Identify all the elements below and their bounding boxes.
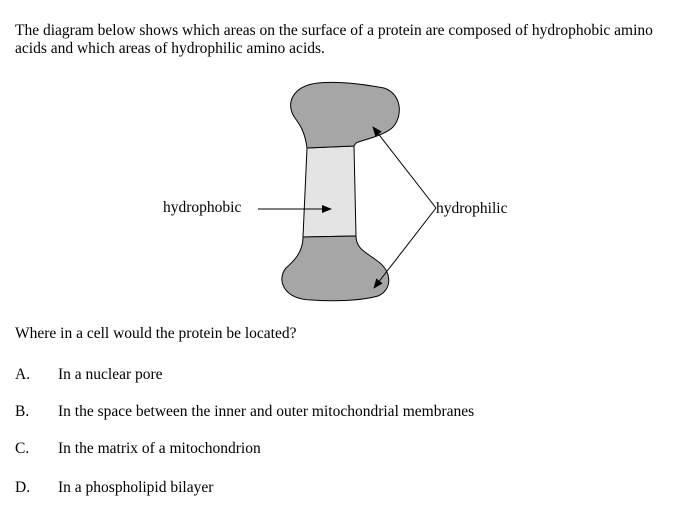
option-text: In the space between the inner and outer mitochondrial membranes (58, 403, 475, 420)
option-letter: C. (15, 440, 30, 457)
hydrophilic-bottom-region (282, 236, 389, 301)
hydrophobic-label: hydrophobic (163, 199, 242, 216)
option-text: In a nuclear pore (58, 366, 163, 383)
hydrophilic-arrow-bottom (374, 208, 436, 288)
option-letter: B. (15, 403, 30, 420)
option-letter: A. (15, 366, 31, 383)
option-letter: D. (15, 479, 31, 496)
hydrophilic-arrow-top (373, 127, 436, 208)
intro-text: The diagram below shows which areas on the surface of a protein are composed of hydrophobic amino acids and which areas of hydrophilic amino acids. (15, 22, 653, 57)
option-text: In a phospholipid bilayer (58, 479, 214, 496)
hydrophobic-region (303, 146, 356, 237)
option-text: In the matrix of a mitochondrion (58, 440, 261, 457)
question-text: Where in a cell would the protein be located? (15, 325, 297, 342)
hydrophilic-top-region (291, 82, 400, 148)
hydrophilic-label: hydrophilic (436, 200, 508, 217)
